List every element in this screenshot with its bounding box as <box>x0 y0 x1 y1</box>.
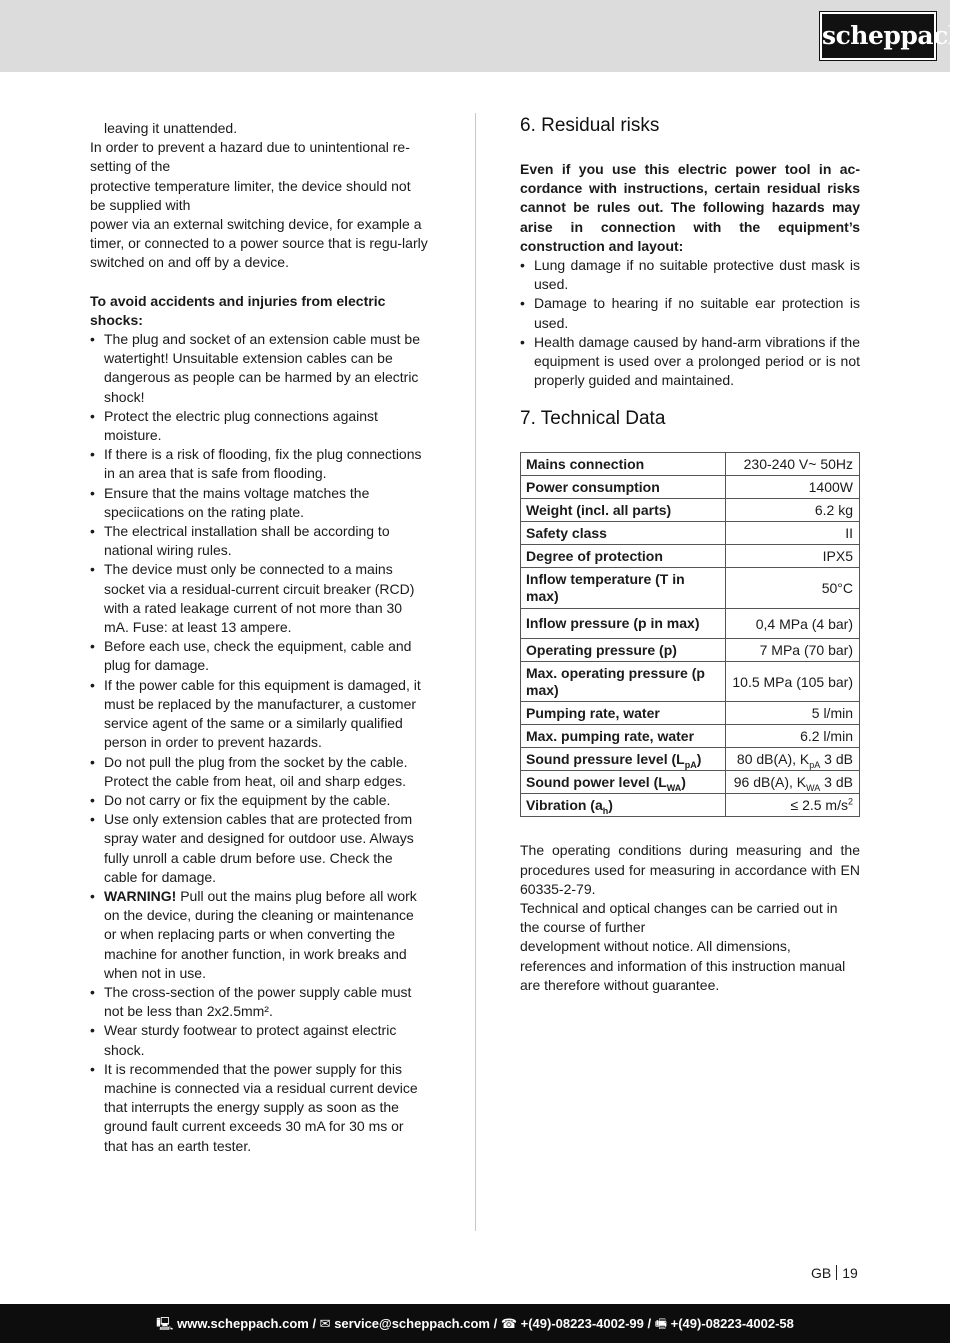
table-row <box>521 476 860 499</box>
row-label: Power consumption <box>521 476 726 499</box>
row-value: 7 MPa (70 bar) <box>726 639 860 662</box>
changes-note: Technical and optical changes can be carried out in the course of further <box>520 900 838 936</box>
list-item: • The cross-section of the power supply cable must not be less than 2x2.5mm². <box>90 983 430 1021</box>
table-row <box>521 702 860 725</box>
list-item: • Wear sturdy footwear to protect against electric shock. <box>90 1021 430 1059</box>
page-number <box>811 1264 858 1282</box>
row-value: 6.2 kg <box>726 499 860 522</box>
section-title-technical-data: 7. Technical Data <box>520 408 666 430</box>
electric-safety-list <box>90 330 430 1156</box>
row-value: ≤ 2.5 $m/s^2$ <box>726 794 860 817</box>
column-divider <box>475 113 476 1231</box>
row-label: Max. pumping rate, water <box>521 725 726 748</box>
electric-shock-heading: To avoid accidents and injuries from electric shocks: <box>90 292 386 328</box>
row-label: Weight (incl. all parts) <box>521 499 726 522</box>
row-label: Inflow temperature (T in max) <box>521 568 726 609</box>
row-value: II <box>726 522 860 545</box>
website-link[interactable]: www.scheppach.com <box>177 1316 309 1331</box>
list-item: • Lung damage if no suitable protective dust mask is used. <box>520 256 860 294</box>
right-column <box>520 113 860 995</box>
warning-item <box>90 887 430 983</box>
table-row <box>521 453 860 476</box>
left-column <box>90 119 430 1156</box>
residual-risks-list <box>520 256 860 390</box>
list-item: • Do not pull the plug from the socket by the cable. Protect the cable from heat, oil and sharp edges. <box>90 753 430 791</box>
scheppach-logo: scheppach <box>820 12 936 60</box>
warning-label: WARNING! <box>104 887 177 904</box>
row-label: Sound power level $(L_{WA})$ <box>521 771 726 794</box>
row-label: Degree of protection <box>521 545 726 568</box>
row-value: 5 l/min <box>726 702 860 725</box>
list-item: • Ensure that the mains voltage matches the speciications on the rating plate. <box>90 484 430 522</box>
row-value: 96 dB(A), $K_{WA}$ 3 dB <box>726 771 860 794</box>
list-item: • If the power cable for this equipment is damaged, it must be replaced by the manufacturer, a customer service agent of the same or a similarly qualified person in order to prevent hazards. <box>90 676 430 753</box>
table-row <box>521 771 860 794</box>
row-value: 6.2 l/min <box>726 725 860 748</box>
footer-bar: 🖳︎ www.scheppach.com / ✉︎ service@scheppach.com / ☎ +(49)-08223-4002-99 / 🖷︎ +(49)-08223-4002-58 <box>0 1304 950 1343</box>
list-item: • Protect the electric plug connections against moisture. <box>90 407 430 445</box>
row-value: IPX5 <box>726 545 860 568</box>
list-item: • Damage to hearing if no suitable ear protection is used. <box>520 294 860 332</box>
list-item: • The electrical installation shall be according to national wiring rules. <box>90 522 430 560</box>
list-item: • The device must only be connected to a mains socket via a residual-current circuit breaker (RCD) with a rated leakage current of not more than 30 mA. Fuse: at least 13 ampere. <box>90 560 430 637</box>
list-item: • The plug and socket of an extension cable must be watertight! Unsuitable extension cables can be dangerous as people can be harmed by an electric shock! <box>90 330 430 407</box>
intro-line: leaving it unattended. <box>104 120 238 136</box>
page-number-value: 19 <box>842 1265 858 1281</box>
phone-number: +(49)-08223-4002-99 <box>520 1316 644 1331</box>
row-value: 1400W <box>726 476 860 499</box>
row-value: 230-240 V~ 50Hz <box>726 453 860 476</box>
list-item: • Before each use, check the equipment, cable and plug for damage. <box>90 637 430 675</box>
section-title-residual-risks: 6. Residual risks <box>520 115 660 136</box>
header-bar <box>0 0 965 72</box>
row-label: Operating pressure (p) <box>521 639 726 662</box>
row-label: Max. operating pressure (p max) <box>521 662 726 702</box>
table-row <box>521 499 860 522</box>
measuring-note: The operating conditions during measuring and the procedures used for measuring in accordance with EN 60335-2-79. <box>520 842 860 897</box>
list-item: • If there is a risk of flooding, fix the plug connections in an area that is safe from flooding. <box>90 445 430 483</box>
table-row <box>521 522 860 545</box>
table-row <box>521 545 860 568</box>
row-label: Pumping rate, water <box>521 702 726 725</box>
row-label: Vibration $(a_h)$ <box>521 794 726 817</box>
computer-icon: 🖳︎ <box>156 1316 174 1331</box>
row-label: Safety class <box>521 522 726 545</box>
table-row <box>521 662 860 702</box>
row-value: 50°C <box>726 568 860 609</box>
email-link[interactable]: service@scheppach.com <box>334 1316 490 1331</box>
fax-icon: 🖷︎ <box>654 1316 667 1331</box>
row-label: Mains connection <box>521 453 726 476</box>
list-item: • Do not carry or fix the equipment by the cable. <box>90 791 430 810</box>
row-value: 10.5 MPa (105 bar) <box>726 662 860 702</box>
table-row <box>521 639 860 662</box>
guarantee-note: development without notice. All dimensions, references and information of this instruction manual are therefore without guarantee. <box>520 938 846 993</box>
table-row <box>521 748 860 771</box>
list-item: • Health damage caused by hand-arm vibrations if the equipment is used over a prolonged period or is not properly guided and maintained. <box>520 333 860 391</box>
intro-line: In order to prevent a hazard due to unintentional re-setting of the <box>90 139 410 175</box>
email-icon: ✉︎ <box>319 1316 331 1331</box>
residual-risks-intro: Even if you use this electric power tool in ac-cordance with instructions, certain residual risks cannot be rules out. The following hazards may arise in connection with the equipment’s construction and layout: <box>520 161 860 254</box>
language-code: GB <box>811 1265 832 1281</box>
phone-icon: ☎ <box>500 1316 518 1331</box>
row-value: 80 dB(A), $K_{pA}$ 3 dB <box>726 748 860 771</box>
row-label: Inflow pressure (p in max) <box>521 609 726 639</box>
list-item: • Use only extension cables that are protected from spray water and designed for outdoor use. Always fully unroll a cable drum before use. Check the cable for damage. <box>90 810 430 887</box>
table-row <box>521 609 860 639</box>
table-row <box>521 725 860 748</box>
row-label: Sound pressure level $(L_{pA})$ <box>521 748 726 771</box>
intro-line: protective temperature limiter, the device should not be supplied with <box>90 177 411 213</box>
list-item: • It is recommended that the power supply for this machine is connected via a residual current device that interrupts the energy supply as soon as the ground fault current exceeds 30 mA for 30 ms or that has an earth tester. <box>90 1060 430 1156</box>
fax-number: +(49)-08223-4002-58 <box>670 1316 794 1331</box>
intro-line: power via an external switching device, for example a timer, or connected to a power source that is regu-larly switched on and off by a device. <box>90 216 428 271</box>
warning-text: Pull out the mains plug before all work on the device, during the cleaning or maintenance or when replacing parts or when converting the machine for another function, in work breaks and when not in use. <box>104 887 417 981</box>
table-row <box>521 568 860 609</box>
technical-data-table <box>520 452 860 817</box>
row-value: 0,4 MPa (4 bar) <box>726 609 860 639</box>
table-row <box>521 794 860 817</box>
